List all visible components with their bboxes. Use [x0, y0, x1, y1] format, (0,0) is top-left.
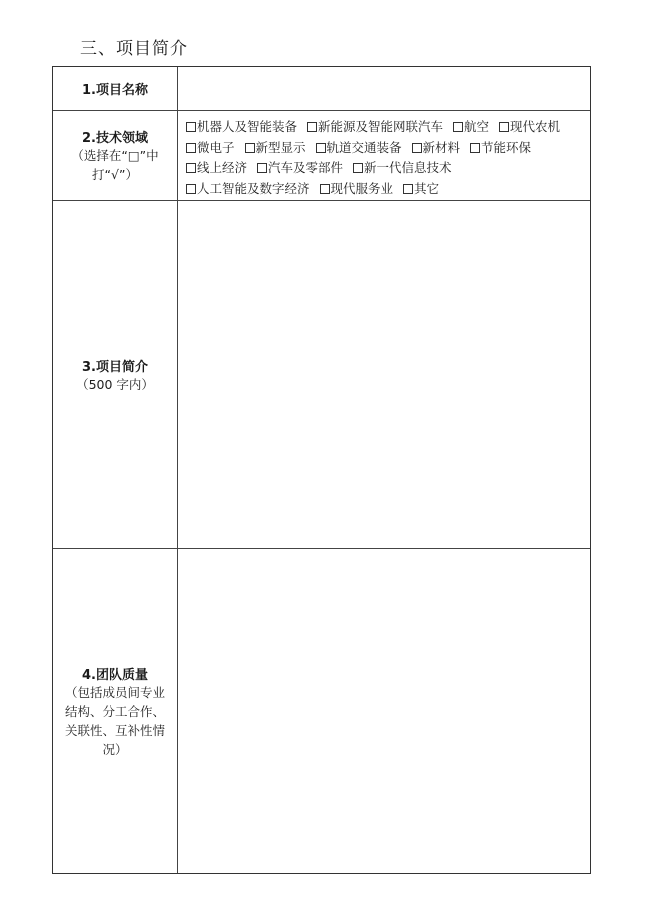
domain-option-online-economy[interactable]: 线上经济: [186, 160, 247, 175]
row-project-intro: [53, 201, 590, 549]
project-intro-label: 3.项目简介: [82, 359, 148, 375]
project-intro-note: （500 字内）: [76, 376, 154, 392]
checkbox-icon[interactable]: [470, 143, 480, 153]
tech-domain-options: [186, 117, 582, 199]
domain-option-modern-services[interactable]: 现代服务业: [320, 181, 394, 196]
section-title: 三、项目简介: [80, 39, 188, 59]
checkbox-icon[interactable]: [186, 122, 196, 132]
tech-domain-instruction: （选择在“□”中打“√”）: [71, 148, 159, 182]
checkbox-icon[interactable]: [186, 143, 196, 153]
domain-option-rail-transit[interactable]: 轨道交通装备: [316, 140, 402, 155]
row-project-name: [53, 67, 590, 111]
checkbox-icon[interactable]: [186, 184, 196, 194]
checkbox-icon[interactable]: [499, 122, 509, 132]
project-name-label-cell: [53, 67, 178, 110]
tech-domain-label-cell: [53, 111, 178, 200]
project-intro-value[interactable]: [178, 201, 590, 548]
domain-option-nev[interactable]: 新能源及智能网联汽车: [307, 119, 443, 134]
project-name-value[interactable]: [178, 67, 590, 110]
domain-option-other[interactable]: 其它: [403, 181, 439, 196]
project-intro-field[interactable]: [178, 201, 590, 548]
domain-option-new-display[interactable]: 新型显示: [245, 140, 306, 155]
domain-option-microelectronics[interactable]: 微电子: [186, 140, 235, 155]
team-quality-note: （包括成员间专业结构、分工合作、关联性、互补性情况）: [64, 684, 165, 757]
checkbox-icon[interactable]: [353, 163, 363, 173]
checkbox-icon[interactable]: [245, 143, 255, 153]
team-quality-label-cell: [53, 549, 178, 873]
project-name-label: 1.项目名称: [82, 83, 148, 98]
tech-domain-options-cell: [178, 111, 590, 200]
checkbox-icon[interactable]: [412, 143, 422, 153]
checkbox-icon[interactable]: [307, 122, 317, 132]
tech-domain-label: 2.技术领域: [82, 131, 148, 146]
domain-option-agri-machinery[interactable]: 现代农机: [499, 119, 560, 134]
team-quality-value[interactable]: [178, 549, 590, 873]
project-intro-label-cell: [53, 201, 178, 548]
row-tech-domain: [53, 111, 590, 201]
checkbox-icon[interactable]: [453, 122, 463, 132]
domain-option-energy-saving[interactable]: 节能环保: [470, 140, 531, 155]
domain-option-next-gen-it[interactable]: 新一代信息技术: [353, 160, 452, 175]
checkbox-icon[interactable]: [320, 184, 330, 194]
row-team-quality: [53, 549, 590, 873]
domain-option-new-materials[interactable]: 新材料: [412, 140, 461, 155]
checkbox-icon[interactable]: [403, 184, 413, 194]
project-intro-form: [52, 66, 591, 874]
checkbox-icon[interactable]: [186, 163, 196, 173]
team-quality-field[interactable]: [178, 549, 590, 873]
checkbox-icon[interactable]: [316, 143, 326, 153]
domain-option-auto-parts[interactable]: 汽车及零部件: [257, 160, 343, 175]
domain-option-ai-digital[interactable]: 人工智能及数字经济: [186, 181, 310, 196]
domain-option-aviation[interactable]: 航空: [453, 119, 489, 134]
domain-option-robotics[interactable]: 机器人及智能装备: [186, 119, 297, 134]
checkbox-icon[interactable]: [257, 163, 267, 173]
team-quality-label: 4.团队质量: [82, 667, 148, 683]
project-name-field[interactable]: [178, 67, 590, 110]
